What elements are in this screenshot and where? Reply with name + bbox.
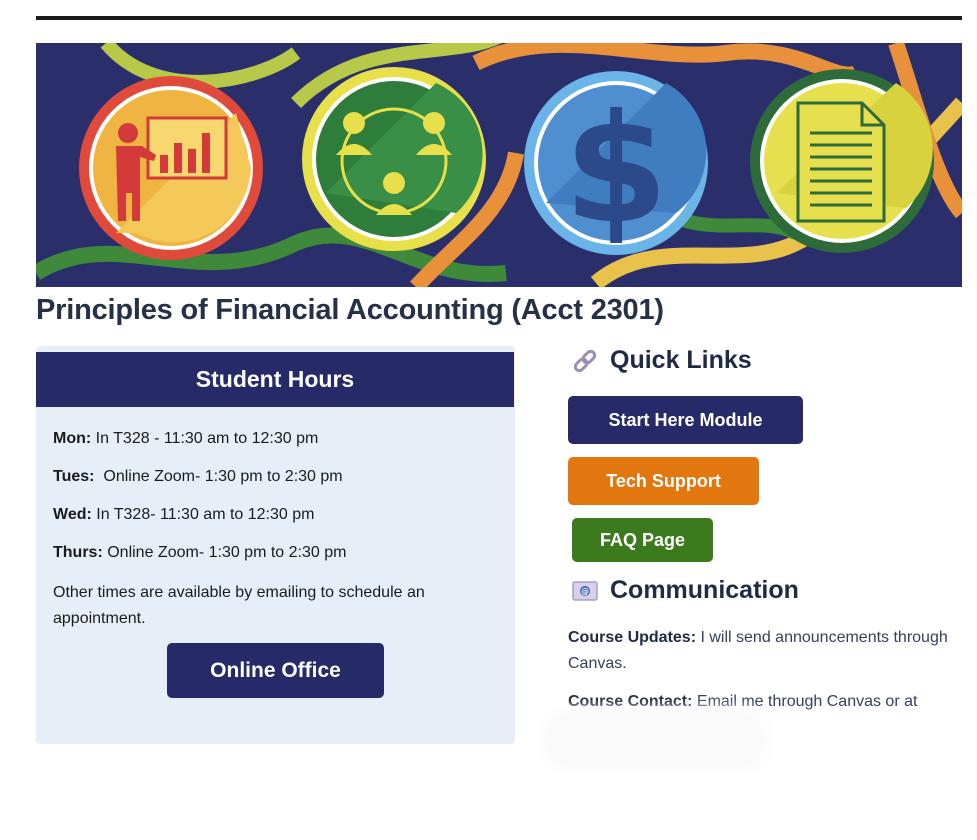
presentation-chart-icon [79, 76, 263, 260]
svg-text:$: $ [563, 83, 669, 257]
start-here-module-button[interactable] [568, 396, 803, 444]
link-icon [572, 348, 598, 374]
hours-line-thurs [53, 544, 346, 562]
course-contact-text [568, 689, 968, 715]
hours-line-mon [53, 430, 318, 448]
hours-line-wed [53, 506, 314, 524]
redacted-email [548, 716, 763, 764]
tech-support-button[interactable] [568, 457, 759, 505]
hours-detail: In T328 - 11:30 am to 12:30 pm [91, 430, 319, 447]
online-office-button[interactable]: Online Office [167, 643, 384, 698]
document-icon [750, 69, 934, 253]
top-divider [36, 16, 962, 20]
course-updates-text [568, 625, 968, 677]
email-icon [572, 578, 598, 604]
start-here-module-label: Start Here Module [608, 409, 763, 430]
course-updates-detail: I will send announcements through Canvas. [568, 629, 948, 672]
communication-title: Communication [610, 576, 799, 604]
communication-heading [572, 576, 799, 605]
hours-line-tues [53, 468, 343, 486]
student-hours-title: Student Hours [36, 352, 514, 407]
page-title: Principles of Financial Accounting (Acct 2301) [36, 294, 664, 326]
hours-detail: Online Zoom- 1:30 pm to 2:30 pm [102, 544, 347, 561]
course-contact-detail: Email me through Canvas or at [692, 693, 918, 710]
hours-day: Thurs: [53, 544, 103, 561]
quick-links-title: Quick Links [610, 346, 752, 374]
hours-note: Other times are available by emailing to schedule an appointment. [53, 584, 425, 627]
course-banner [36, 43, 962, 287]
hours-day: Wed: [53, 506, 92, 523]
hours-detail: Online Zoom- 1:30 pm to 2:30 pm [94, 468, 343, 485]
people-network-icon [302, 67, 486, 251]
hours-detail: In T328- 11:30 am to 12:30 pm [91, 506, 315, 523]
student-hours-card [36, 346, 515, 744]
quick-links-heading [572, 346, 752, 375]
svg-text:@: @ [581, 586, 589, 596]
tech-support-label: Tech Support [606, 470, 721, 491]
faq-page-label: FAQ Page [599, 529, 686, 550]
course-updates-label: Course Updates: [568, 629, 697, 646]
hours-day: Mon: [53, 430, 92, 447]
hours-day: Tues: [53, 468, 95, 485]
faq-page-button[interactable] [572, 518, 713, 562]
course-contact-label: Course Contact: [568, 693, 693, 710]
